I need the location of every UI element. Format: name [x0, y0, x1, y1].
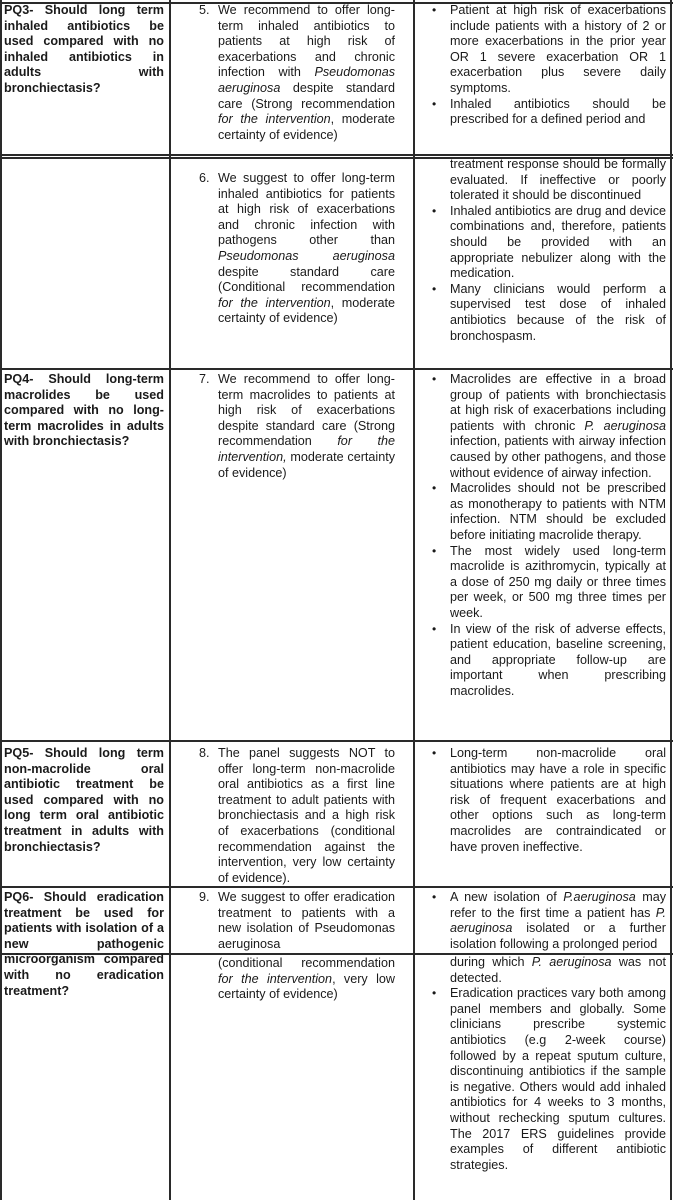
recommendation-9-continued: (conditional recommendation for the intervention, very low certainty of evidence) — [218, 956, 395, 1002]
recommendation-text: We recommend to offer long-term macrolides to patients at high risk of exacerbations despite standard care (Strong recommendation for the intervention, moderate certainty of evidence) — [218, 372, 395, 480]
recommendation-text: We suggest to offer eradication treatment to patients with a new isolation of Pseudomonas aeruginosa — [218, 890, 395, 951]
recommendation-9 — [199, 890, 395, 952]
note-item: • In view of the risk of adverse effects, patient education, baseline screening, and appropriate follow-up are important when prescribing macrolides. — [428, 622, 666, 700]
recommendation-8 — [199, 746, 395, 886]
question-pq4: PQ4- Should long-term macrolides be used compared with no long-term macrolides in adults with bronchiectasis? — [4, 372, 164, 449]
recommendation-6 — [199, 171, 395, 327]
recommendation-number: 8. — [199, 746, 210, 760]
recommendation-text: We recommend to offer long-term inhaled antibiotics to patients at high risk of exacerbations and chronic infection with Pseudomonas aeruginosa despite standard care (Strong recommendation for the intervention, moderate certainty of evidence) — [218, 3, 395, 142]
note-item: • The most widely used long-term macrolide is azithromycin, typically at a dose of 250 mg daily or three times per week, or 500 mg three times per week. — [428, 544, 666, 622]
recommendation-number: 9. — [199, 890, 210, 904]
question-pq5: PQ5- Should long term non-macrolide oral antibiotic treatment be used compared with no long term oral antibiotic treatment in adults with bronchiectasis? — [4, 746, 164, 854]
notes-pq5 — [428, 746, 666, 855]
note-item-continued: treatment response should be formally evaluated. If ineffective or poorly tolerated it should be discontinued — [450, 157, 666, 203]
recommendation-number: 6. — [199, 171, 210, 185]
row-divider — [0, 740, 673, 742]
note-item: • Macrolides are effective in a broad group of patients with bronchiectasis at high risk of exacerbations including patients with chronic P. aeruginosa infection, patients with airway infection caused by other pathogens, and those without evidence of airway infection. — [428, 372, 666, 481]
row-divider — [0, 368, 673, 370]
column-divider — [670, 0, 672, 1200]
note-item: • Eradication practices vary both among panel members and globally. Some clinicians prescribe systemic antibiotics (e.g 2-week course) followed by a repeat sputum culture, discontinuing antibiotics if the sample is negative. Others would add inhaled antibiotics for 4 weeks to 3 months, without rechecking sputum cultures. The 2017 ERS guidelines provide examples of different antibiotic strategies. — [428, 986, 666, 1173]
note-item: • Patient at high risk of exacerbations include patients with a history of 2 or more exacerbations in the prior year OR 1 severe exacerbation OR 1 exacerbation plus severe daily symptoms. — [428, 3, 666, 97]
recommendation-number: 5. — [199, 3, 210, 17]
note-item: • Many clinicians would perform a supervised test dose of inhaled antibiotics because of the risk of bronchospasm. — [428, 282, 666, 344]
recommendation-7 — [199, 372, 395, 481]
note-item: • Inhaled antibiotics are drug and device combinations and, therefore, patients should be provided with an appropriate nebulizer along with the medication. — [428, 204, 666, 282]
notes-pq6 — [428, 890, 666, 952]
column-divider — [413, 0, 415, 1200]
column-divider — [169, 0, 171, 1200]
notes-pq3-continued — [428, 157, 666, 344]
note-item-continued: during which P. aeruginosa was not detected. — [450, 955, 666, 985]
notes-pq4 — [428, 372, 666, 699]
question-pq3: PQ3- Should long term inhaled antibiotics be used compared with no inhaled antibiotics in adults with bronchiectasis? — [4, 3, 164, 95]
column-divider — [0, 0, 2, 1200]
notes-pq3 — [428, 3, 666, 128]
row-divider — [0, 154, 673, 156]
recommendation-text: The panel suggests NOT to offer long-term non-macrolide oral antibiotics as a first line treatment to adult patients with bronchiectasis and a high risk of exacerbations (conditional recommendation against the intervention, very low certainty of evidence). — [218, 746, 395, 885]
note-item: • Macrolides should not be prescribed as monotherapy to patients with NTM infection. NTM should be excluded before initiating macrolide therapy. — [428, 481, 666, 543]
note-item: • Inhaled antibiotics should be prescribed for a defined period and — [428, 97, 666, 128]
note-item: • A new isolation of P.aeruginosa may refer to the first time a patient has P. aeruginosa isolated or a further isolation following a prolonged period — [428, 890, 666, 952]
recommendation-5 — [199, 3, 395, 143]
notes-pq6-continued — [428, 955, 666, 1173]
recommendation-text: We suggest to offer long-term inhaled antibiotics for patients at high risk of exacerbations and chronic infection with pathogens other than Pseudomonas aeruginosa despite standard care (Conditional recommendation for the intervention, moderate certainty of evidence) — [218, 171, 395, 326]
question-pq6: PQ6- Should eradication treatment be used for patients with isolation of a new pathogenic microorganism compared with no eradication treatment? — [4, 890, 164, 998]
recommendation-number: 7. — [199, 372, 210, 386]
note-item: • Long-term non-macrolide oral antibiotics may have a role in specific situations where patients are at high risk of frequent exacerbations and other options such as long-term macrolides are contraindicated or have proven ineffective. — [428, 746, 666, 855]
